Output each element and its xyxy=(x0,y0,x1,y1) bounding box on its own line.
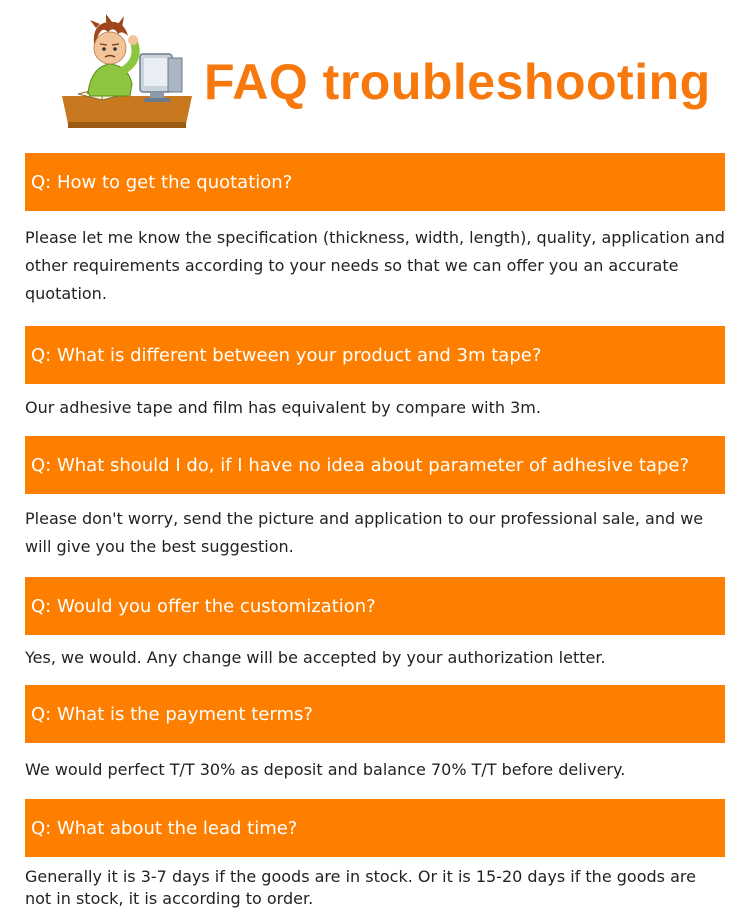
faq-answer-text: We would perfect T/T 30% as deposit and balance 70% T/T before delivery. xyxy=(25,760,626,779)
faq-question-bar xyxy=(25,685,725,743)
faq-answer-text: Our adhesive tape and film has equivalent by compare with 3m. xyxy=(25,398,541,417)
faq-question-text: Q: What should I do, if I have no idea about parameter of adhesive tape? xyxy=(31,454,689,476)
faq-question-bar xyxy=(25,799,725,857)
faq-question-bar xyxy=(25,153,725,211)
faq-question-text: Q: What is the payment terms? xyxy=(31,703,313,725)
faq-question-bar xyxy=(25,436,725,494)
faq-answer-text: Generally it is 3-7 days if the goods are in stock. Or it is 15-20 days if the goods are not in stock, it is according to order. xyxy=(25,867,696,908)
faq-question-text: Q: What about the lead time? xyxy=(31,817,298,839)
faq-answer-text: Please let me know the specification (thickness, width, length), quality, application and other requirements according to your needs so that we can offer you an accurate quotation. xyxy=(25,228,725,303)
faq-answer-text: Yes, we would. Any change will be accepted by your authorization letter. xyxy=(25,648,606,667)
faq-header xyxy=(0,0,750,140)
faq-question-bar xyxy=(25,326,725,384)
page-title: FAQ troubleshooting xyxy=(204,54,711,110)
thinking-boy-at-computer-icon xyxy=(52,14,200,130)
faq-question-bar xyxy=(25,577,725,635)
faq-question-text: Q: How to get the quotation? xyxy=(31,171,293,193)
faq-question-text: Q: Would you offer the customization? xyxy=(31,595,376,617)
faq-answer-text: Please don't worry, send the picture and application to our professional sale, and we will give you the best suggestion. xyxy=(25,509,704,556)
faq-question-text: Q: What is different between your product and 3m tape? xyxy=(31,344,542,366)
